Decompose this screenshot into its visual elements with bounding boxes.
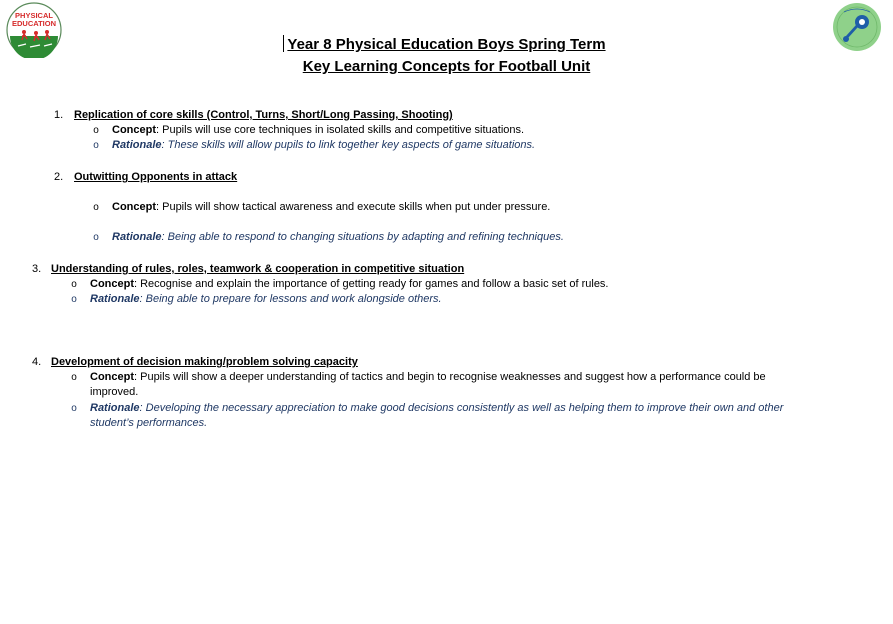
bullet-icon: o	[93, 232, 99, 243]
item-number: 1.	[54, 109, 64, 121]
bullet-icon: o	[71, 372, 77, 383]
title-line-2: Key Learning Concepts for Football Unit	[302, 58, 591, 75]
rationale-text-line-1: Rationale: Developing the necessary appreciation to make good decisions consistently as well as helping them to improve their own and other	[90, 402, 784, 414]
item-heading: Outwitting Opponents in attack	[74, 171, 238, 183]
bullet-icon: o	[93, 125, 99, 136]
concept-text: Concept: Pupils will use core techniques in isolated skills and competitive situations.	[112, 124, 525, 136]
rationale-text	[90, 401, 870, 431]
item-number: 4.	[32, 356, 42, 368]
item-heading: Development of decision making/problem solving capacity	[51, 356, 358, 368]
rationale-text-line-2: student’s performances.	[90, 417, 208, 429]
bullet-icon: o	[93, 202, 99, 213]
logo-text-line1: PHYSICAL	[15, 11, 53, 20]
concept-text-line-2: improved.	[90, 386, 139, 398]
item-heading: Replication of core skills (Control, Turns, Short/Long Passing, Shooting)	[74, 109, 453, 121]
bullet-icon: o	[71, 294, 77, 305]
concept-text: Concept: Pupils will show tactical awareness and execute skills when put under pressure.	[112, 201, 551, 213]
page-title	[0, 34, 893, 78]
bullet-icon: o	[71, 403, 77, 414]
title-line-1: Year 8 Physical Education Boys Spring Term	[287, 36, 606, 53]
concept-text-line-1: Concept: Pupils will show a deeper understanding of tactics and begin to recognise weaknesses and suggest how a performance could be	[90, 371, 766, 383]
rationale-text: Rationale: Being able to prepare for lessons and work alongside others.	[90, 293, 442, 305]
bullet-icon: o	[71, 279, 77, 290]
concept-text	[90, 370, 850, 400]
rationale-text: Rationale: Being able to respond to changing situations by adapting and refining techniques.	[112, 231, 564, 243]
concept-text: Concept: Recognise and explain the importance of getting ready for games and follow a basic set of rules.	[90, 278, 609, 290]
item-heading: Understanding of rules, roles, teamwork & cooperation in competitive situation	[51, 263, 465, 275]
item-number: 3.	[32, 263, 42, 275]
item-number: 2.	[54, 171, 64, 183]
bullet-icon: o	[93, 140, 99, 151]
logo-text-line2: EDUCATION	[11, 19, 57, 28]
rationale-text: Rationale: These skills will allow pupils to link together key aspects of game situations.	[112, 139, 536, 151]
